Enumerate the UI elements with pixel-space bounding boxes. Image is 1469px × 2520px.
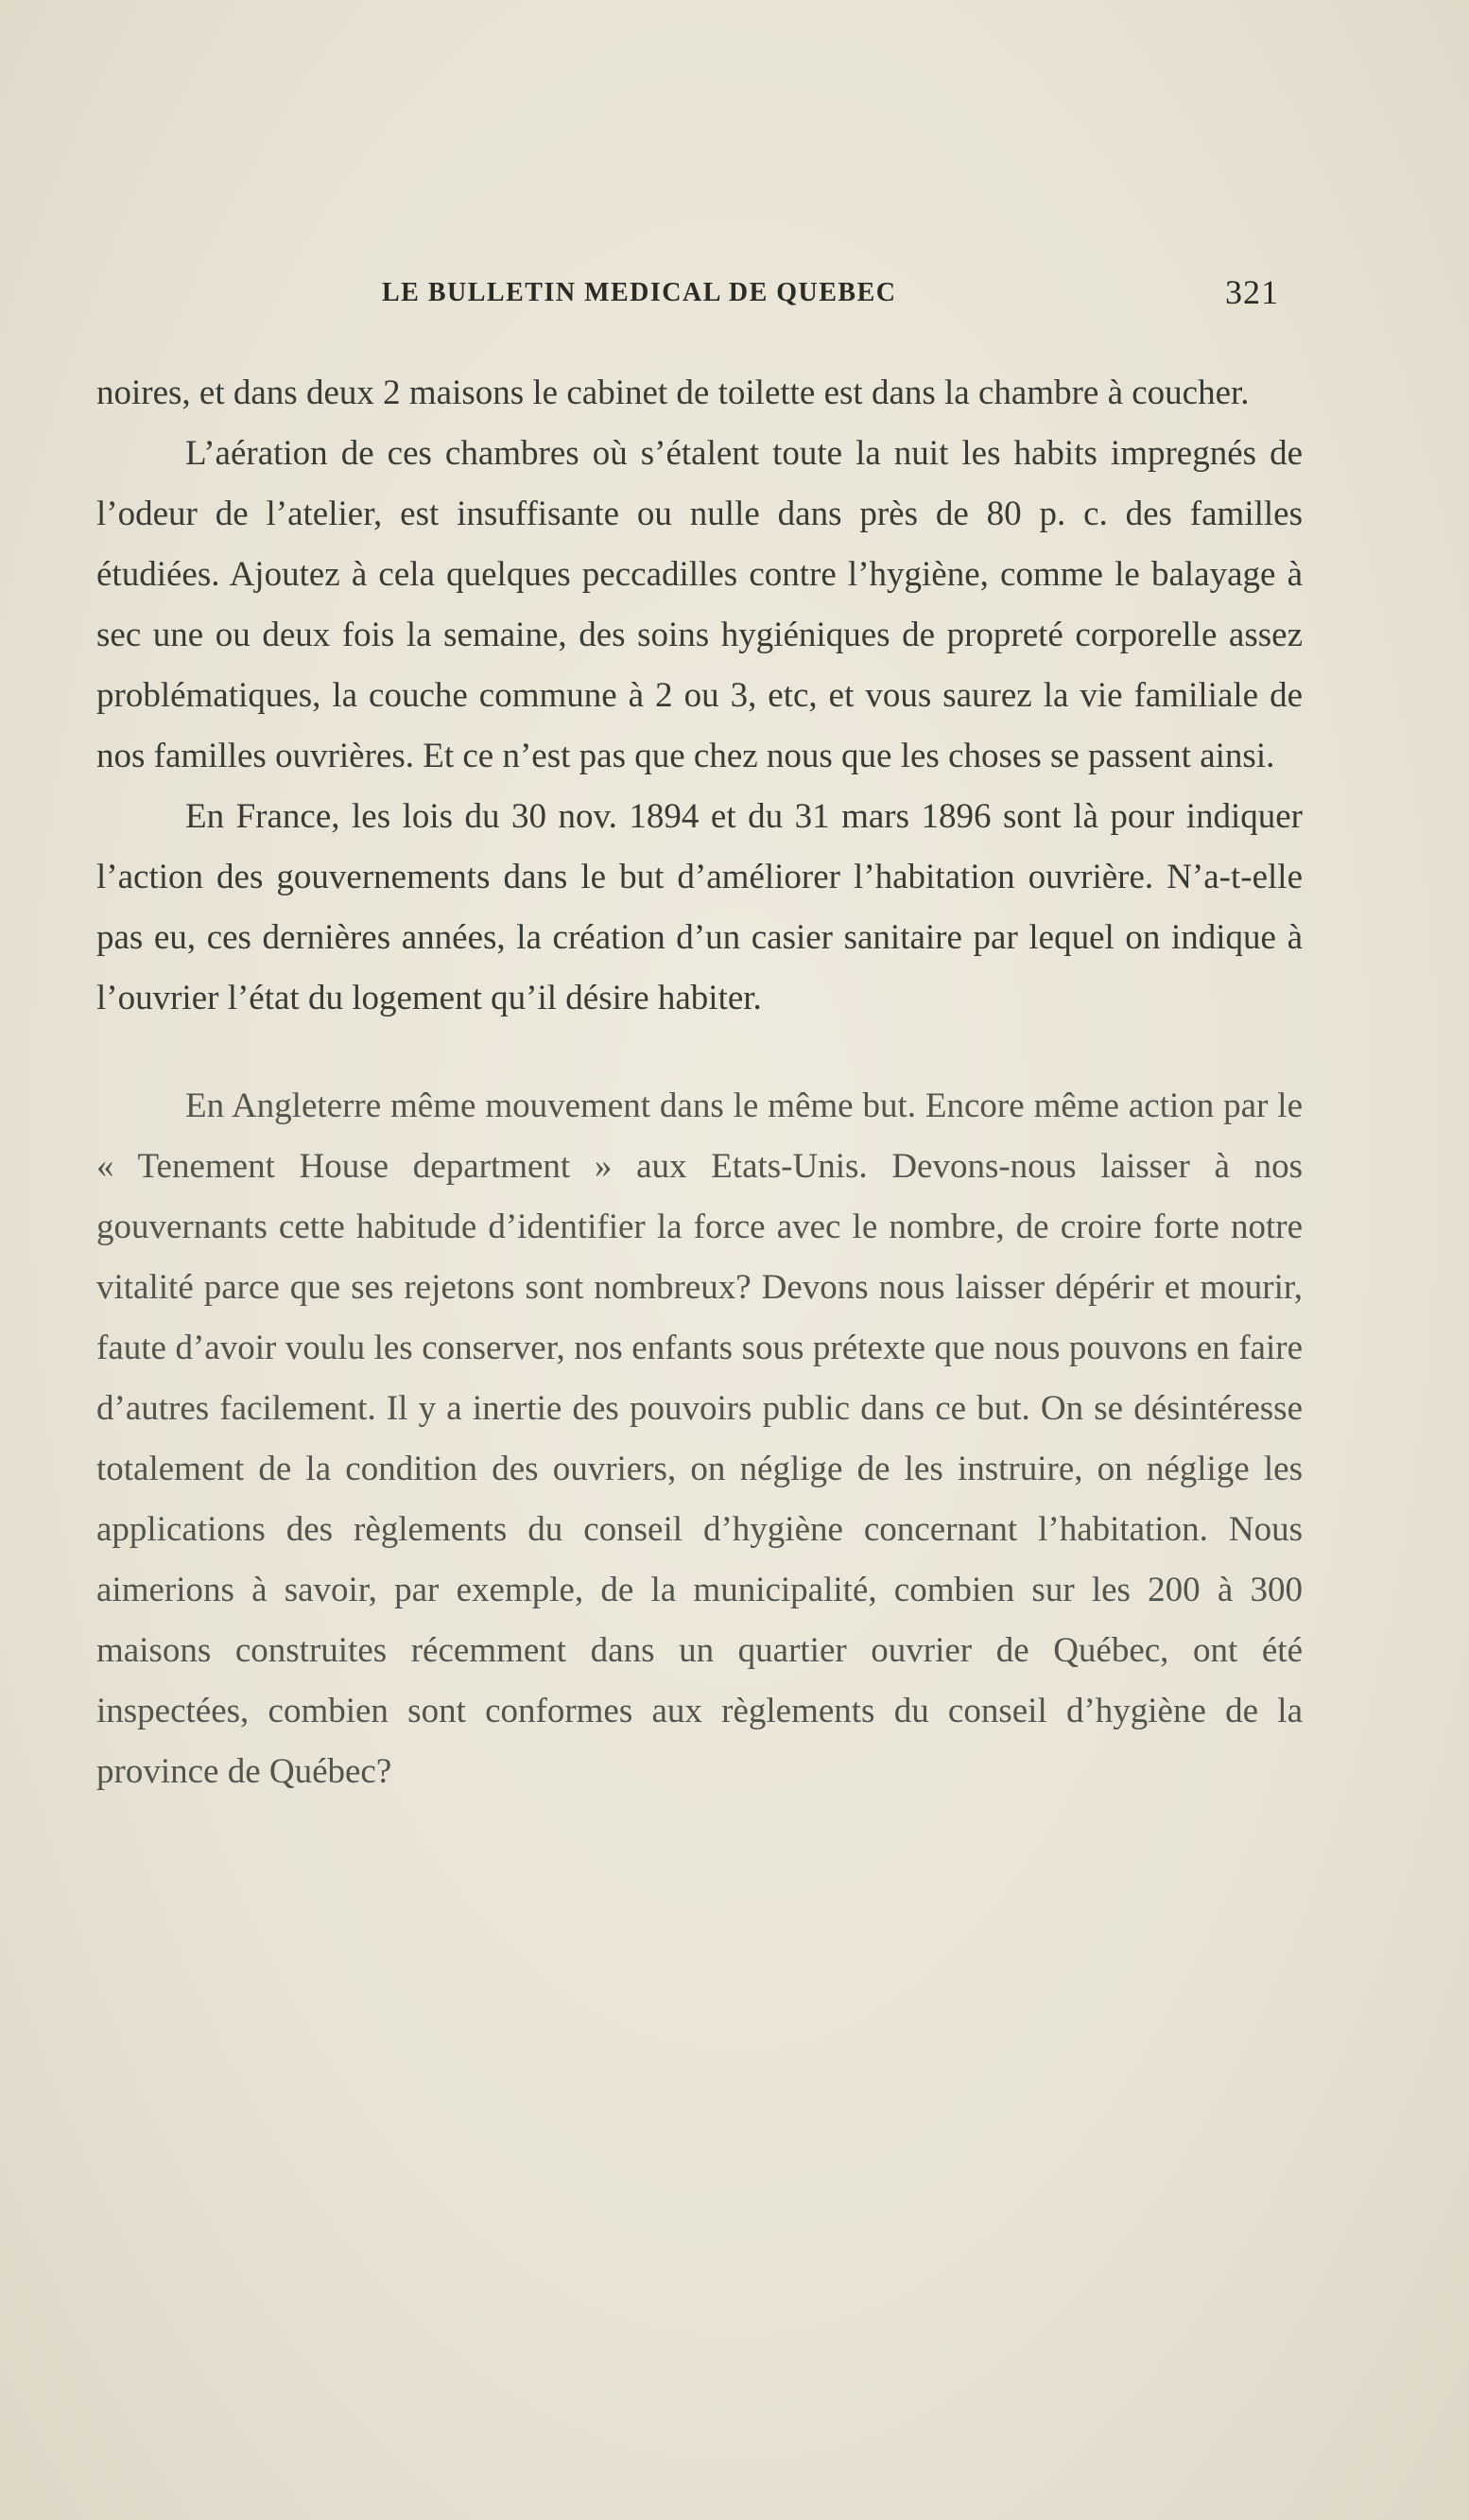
running-head bbox=[0, 273, 1469, 316]
paragraph-continuation: noires, et dans deux 2 maisons le cabinet de toilette est dans la chambre à coucher. bbox=[96, 374, 1250, 412]
running-title: LE BULLETIN MEDICAL DE QUEBEC bbox=[382, 278, 897, 307]
paragraph-aeration: L’aération de ces chambres où s’étalent toute la nuit les habits impregnés de l’odeur de l’atelier, est insuffisante ou nulle dans près de 80 p. c. des familles étudiées. Ajoutez à cela quelques peccadilles contre l’hygiène, comme le balayage à sec une ou deux fois la semaine, des soins hygiéniques de propreté corporelle assez problématiques, la couche commune à 2 ou 3, etc, et vous saurez la vie familiale de nos familles ouvrières. Et ce n’est pas que chez nous que les choses se passent ainsi. bbox=[96, 434, 1303, 775]
page-number: 321 bbox=[1225, 273, 1279, 311]
paragraph-angleterre: En Angleterre même mouvement dans le même but. Encore même action par le « Tenement House department » aux Etats-Unis. Devons-nous laisser à nos gouvernants cette habitude d’identifier la force avec le nombre, de croire forte notre vitalité parce que ses rejetons sont nombreux? Devons nous laisser dépérir et mourir, faute d’avoir voulu les conserver, nos enfants sous prétexte que nous pouvons en faire d’autres facilement. Il y a inertie des pouvoirs public dans ce but. On se désintéresse totalement de la condition des ouvriers, on néglige de les instruire, on néglige les applications des règlements du conseil d’hygiène concernant l’habitation. Nous aimerions à savoir, par exemple, de la municipalité, combien sur les 200 à 300 maisons construites récemment dans un quartier ouvrier de Québec, ont été inspectées, combien sont conformes aux règlements du conseil d’hygiène de la province de Québec? bbox=[96, 1086, 1303, 1791]
paragraph-gap bbox=[96, 1029, 1303, 1076]
paragraph-france: En France, les lois du 30 nov. 1894 et du 31 mars 1896 sont là pour indiquer l’action des gouvernements dans le but d’améliorer l’habitation ouvrière. N’a-t-elle pas eu, ces dernières années, la création d’un casier sanitaire par lequel on indique à l’ouvrier l’état du logement qu’il désire habiter. bbox=[96, 797, 1303, 1017]
article-body bbox=[96, 363, 1303, 1802]
